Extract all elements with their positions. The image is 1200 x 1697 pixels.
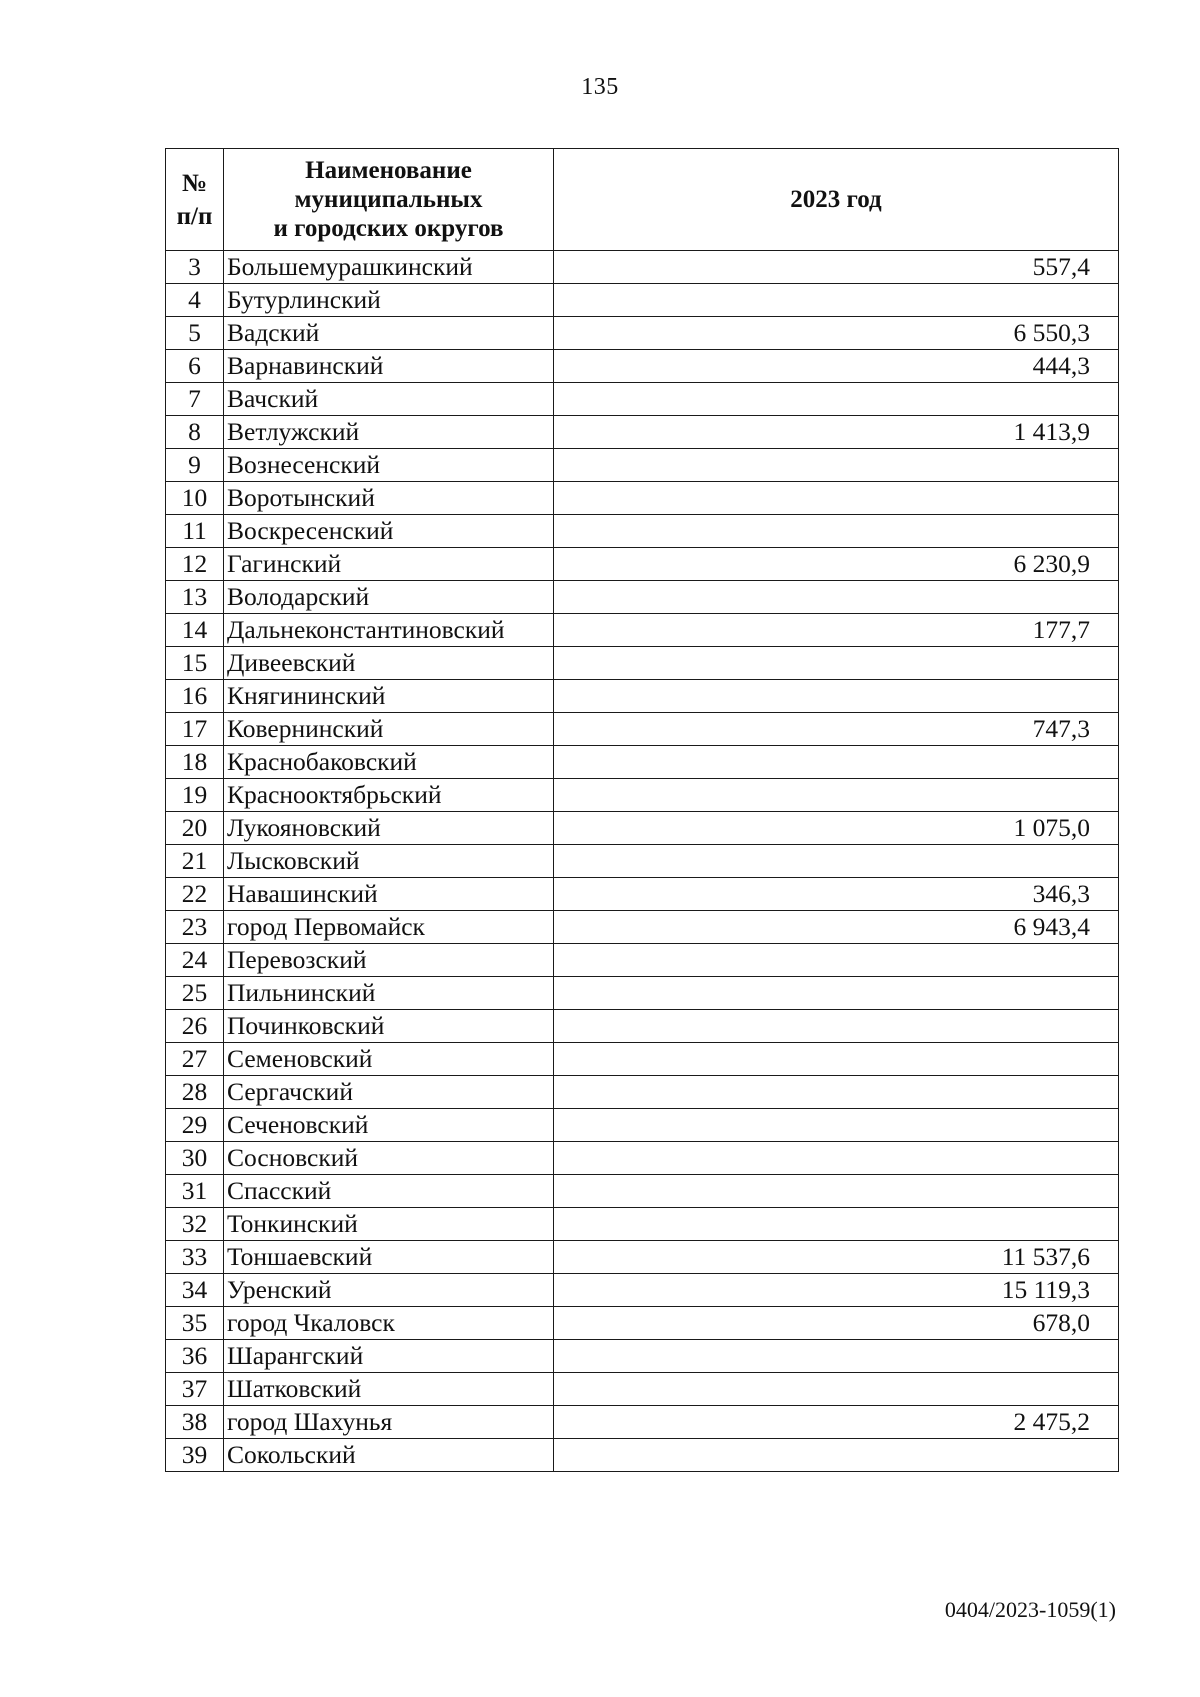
row-number: 11 xyxy=(166,515,224,548)
table-row xyxy=(166,1142,1119,1175)
value-2023: 444,3 xyxy=(554,350,1119,383)
district-name: Ветлужский xyxy=(224,416,554,449)
value-2023: 2 475,2 xyxy=(554,1406,1119,1439)
table-row xyxy=(166,746,1119,779)
district-name: Тоншаевский xyxy=(224,1241,554,1274)
value-2023 xyxy=(554,383,1119,416)
district-name: Тонкинский xyxy=(224,1208,554,1241)
table-row xyxy=(166,944,1119,977)
district-name: Лысковский xyxy=(224,845,554,878)
value-2023: 15 119,3 xyxy=(554,1274,1119,1307)
value-2023 xyxy=(554,284,1119,317)
value-2023 xyxy=(554,779,1119,812)
value-2023 xyxy=(554,1373,1119,1406)
table-row xyxy=(166,1307,1119,1340)
value-2023: 747,3 xyxy=(554,713,1119,746)
table-row xyxy=(166,548,1119,581)
district-name: Навашинский xyxy=(224,878,554,911)
page-number: 135 xyxy=(581,74,619,100)
value-2023: 6 550,3 xyxy=(554,317,1119,350)
row-number: 29 xyxy=(166,1109,224,1142)
header-name-line-3: и городских округов xyxy=(273,215,504,242)
district-name: Шатковский xyxy=(224,1373,554,1406)
row-number: 5 xyxy=(166,317,224,350)
table-row xyxy=(166,1208,1119,1241)
row-number: 39 xyxy=(166,1439,224,1472)
table-row xyxy=(166,383,1119,416)
district-name: Перевозский xyxy=(224,944,554,977)
district-name: Дивеевский xyxy=(224,647,554,680)
row-number: 18 xyxy=(166,746,224,779)
row-number: 14 xyxy=(166,614,224,647)
table-row xyxy=(166,845,1119,878)
row-number: 17 xyxy=(166,713,224,746)
row-number: 9 xyxy=(166,449,224,482)
row-number: 34 xyxy=(166,1274,224,1307)
value-2023: 177,7 xyxy=(554,614,1119,647)
table-row xyxy=(166,977,1119,1010)
district-name: Уренский xyxy=(224,1274,554,1307)
district-name: Лукояновский xyxy=(224,812,554,845)
row-number: 15 xyxy=(166,647,224,680)
table-row xyxy=(166,1109,1119,1142)
row-number: 16 xyxy=(166,680,224,713)
district-name: Вознесенский xyxy=(224,449,554,482)
value-2023 xyxy=(554,1142,1119,1175)
row-number: 23 xyxy=(166,911,224,944)
value-2023: 1 413,9 xyxy=(554,416,1119,449)
value-2023: 1 075,0 xyxy=(554,812,1119,845)
table-row xyxy=(166,1439,1119,1472)
row-number: 12 xyxy=(166,548,224,581)
district-name: Спасский xyxy=(224,1175,554,1208)
district-name: Бутурлинский xyxy=(224,284,554,317)
table-row xyxy=(166,251,1119,284)
value-2023: 346,3 xyxy=(554,878,1119,911)
district-name: Вачский xyxy=(224,383,554,416)
table-row xyxy=(166,1274,1119,1307)
row-number: 21 xyxy=(166,845,224,878)
district-name: город Шахунья xyxy=(224,1406,554,1439)
table-row xyxy=(166,1010,1119,1043)
row-number: 30 xyxy=(166,1142,224,1175)
table-body xyxy=(166,251,1119,1472)
row-number: 38 xyxy=(166,1406,224,1439)
value-2023 xyxy=(554,845,1119,878)
value-2023 xyxy=(554,449,1119,482)
value-2023: 557,4 xyxy=(554,251,1119,284)
header-number-sign: № xyxy=(181,169,208,197)
value-2023 xyxy=(554,1340,1119,1373)
district-name: Вадский xyxy=(224,317,554,350)
document-code: 0404/2023-1059(1) xyxy=(944,1597,1116,1622)
district-name: Гагинский xyxy=(224,548,554,581)
value-2023 xyxy=(554,1439,1119,1472)
table-row xyxy=(166,284,1119,317)
table-row xyxy=(166,1241,1119,1274)
table-row xyxy=(166,812,1119,845)
row-number: 20 xyxy=(166,812,224,845)
value-2023 xyxy=(554,977,1119,1010)
table-row xyxy=(166,911,1119,944)
district-name: Сокольский xyxy=(224,1439,554,1472)
district-name: город Чкаловск xyxy=(224,1307,554,1340)
district-name: Варнавинский xyxy=(224,350,554,383)
district-name: Воскресенский xyxy=(224,515,554,548)
header-number xyxy=(166,149,224,251)
table-row xyxy=(166,416,1119,449)
table-header-row xyxy=(166,149,1119,251)
row-number: 25 xyxy=(166,977,224,1010)
value-2023 xyxy=(554,944,1119,977)
table-row xyxy=(166,1076,1119,1109)
table-row xyxy=(166,1373,1119,1406)
row-number: 13 xyxy=(166,581,224,614)
table-row xyxy=(166,515,1119,548)
municipal-districts-table xyxy=(165,148,1119,1472)
row-number: 19 xyxy=(166,779,224,812)
table-row xyxy=(166,779,1119,812)
header-year: 2023 год xyxy=(554,149,1119,251)
value-2023 xyxy=(554,680,1119,713)
district-name: Княгининский xyxy=(224,680,554,713)
row-number: 8 xyxy=(166,416,224,449)
district-name: Краснооктябрьский xyxy=(224,779,554,812)
value-2023 xyxy=(554,581,1119,614)
value-2023 xyxy=(554,647,1119,680)
header-name-line-1: Наименование xyxy=(305,157,472,184)
row-number: 3 xyxy=(166,251,224,284)
value-2023: 6 230,9 xyxy=(554,548,1119,581)
district-name: Володарский xyxy=(224,581,554,614)
district-name: Починковский xyxy=(224,1010,554,1043)
table-row xyxy=(166,713,1119,746)
district-name: Большемурашкинский xyxy=(224,251,554,284)
row-number: 27 xyxy=(166,1043,224,1076)
district-name: Сергачский xyxy=(224,1076,554,1109)
value-2023 xyxy=(554,1175,1119,1208)
value-2023 xyxy=(554,1109,1119,1142)
value-2023 xyxy=(554,746,1119,779)
row-number: 22 xyxy=(166,878,224,911)
table-row xyxy=(166,1340,1119,1373)
table-row xyxy=(166,482,1119,515)
table-row xyxy=(166,1406,1119,1439)
table-row xyxy=(166,878,1119,911)
row-number: 37 xyxy=(166,1373,224,1406)
row-number: 4 xyxy=(166,284,224,317)
header-number-abbrev: п/п xyxy=(176,202,213,230)
row-number: 7 xyxy=(166,383,224,416)
table-row xyxy=(166,1175,1119,1208)
district-name: Краснобаковский xyxy=(224,746,554,779)
value-2023 xyxy=(554,1010,1119,1043)
table-row xyxy=(166,317,1119,350)
value-2023: 678,0 xyxy=(554,1307,1119,1340)
district-name: Сосновский xyxy=(224,1142,554,1175)
header-name-line-2: муниципальных xyxy=(294,186,483,213)
row-number: 6 xyxy=(166,350,224,383)
table-row xyxy=(166,647,1119,680)
row-number: 36 xyxy=(166,1340,224,1373)
table-header xyxy=(166,149,1119,251)
district-name: Пильнинский xyxy=(224,977,554,1010)
value-2023: 6 943,4 xyxy=(554,911,1119,944)
row-number: 33 xyxy=(166,1241,224,1274)
row-number: 35 xyxy=(166,1307,224,1340)
table-row xyxy=(166,350,1119,383)
value-2023 xyxy=(554,1076,1119,1109)
value-2023 xyxy=(554,1208,1119,1241)
district-name: Сеченовский xyxy=(224,1109,554,1142)
district-name: Воротынский xyxy=(224,482,554,515)
row-number: 24 xyxy=(166,944,224,977)
district-name: город Первомайск xyxy=(224,911,554,944)
table-row xyxy=(166,614,1119,647)
value-2023 xyxy=(554,482,1119,515)
row-number: 28 xyxy=(166,1076,224,1109)
district-name: Шарангский xyxy=(224,1340,554,1373)
district-name: Ковернинский xyxy=(224,713,554,746)
row-number: 31 xyxy=(166,1175,224,1208)
header-name xyxy=(224,149,554,251)
value-2023: 11 537,6 xyxy=(554,1241,1119,1274)
table-row xyxy=(166,581,1119,614)
row-number: 10 xyxy=(166,482,224,515)
value-2023 xyxy=(554,1043,1119,1076)
row-number: 32 xyxy=(166,1208,224,1241)
table-row xyxy=(166,1043,1119,1076)
table-row xyxy=(166,680,1119,713)
value-2023 xyxy=(554,515,1119,548)
district-name: Семеновский xyxy=(224,1043,554,1076)
row-number: 26 xyxy=(166,1010,224,1043)
district-name: Дальнеконстантиновский xyxy=(224,614,554,647)
table-row xyxy=(166,449,1119,482)
